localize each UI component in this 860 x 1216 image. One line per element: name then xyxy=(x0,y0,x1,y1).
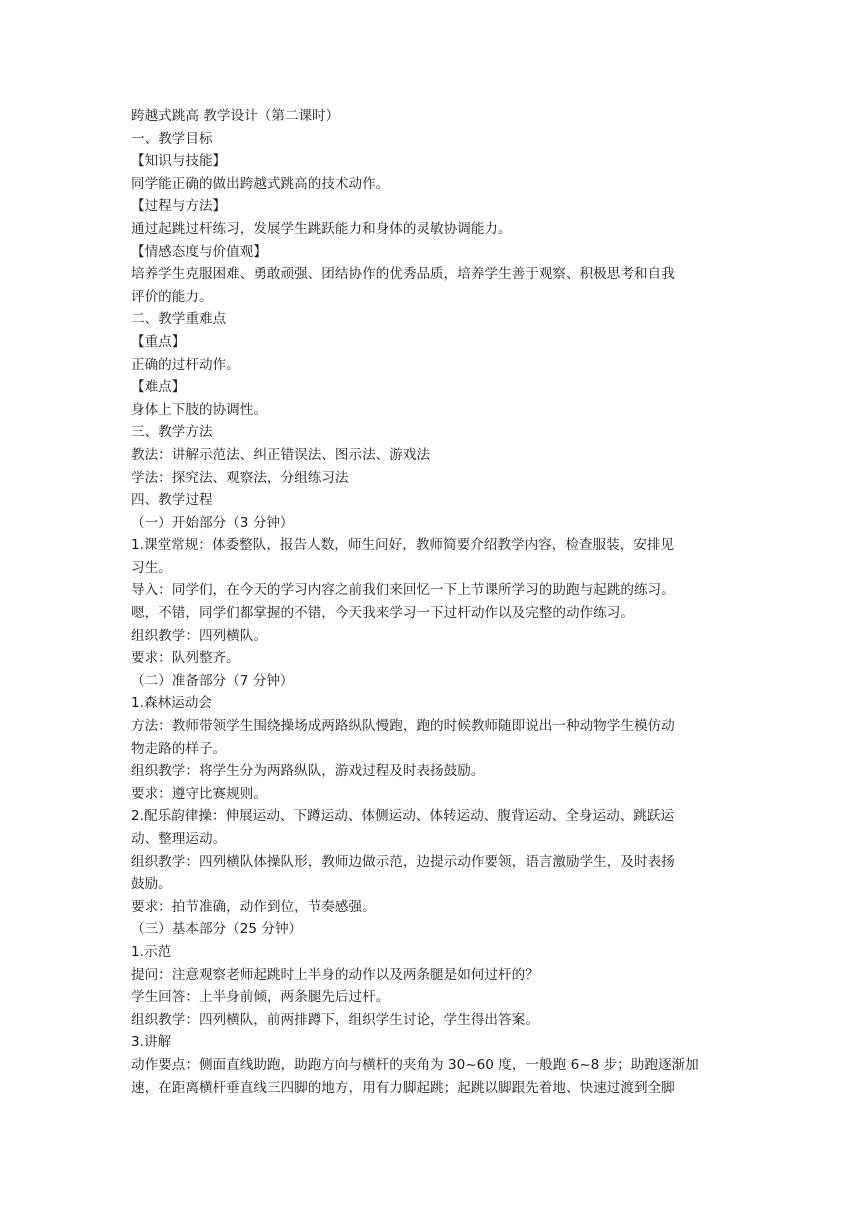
document-body xyxy=(131,105,735,1099)
text-line: （二）准备部分（7 分钟） xyxy=(131,672,294,689)
text-line: 通过起跳过杆练习，发展学生跳跃能力和身体的灵敏协调能力。 xyxy=(131,220,512,237)
text-line: 动作要点：侧面直线助跑，助跑方向与横杆的夹角为 30~60 度，一般跑 6~8 步；助跑逐渐加 xyxy=(131,1056,699,1073)
text-line: 1.课堂常规：体委整队，报告人数，师生问好，教师简要介绍教学内容，检查服装，安排见 xyxy=(131,537,675,554)
text-line: （三）基本部分（25 分钟） xyxy=(131,921,303,938)
text-line: 一、教学目标 xyxy=(131,130,213,147)
text-line: 嗯，不错，同学们都掌握的不错，今天我来学习一下过杆动作以及完整的动作练习。 xyxy=(131,605,634,622)
text-line: 同学能正确的做出跨越式跳高的技术动作。 xyxy=(131,175,390,192)
text-line: 鼓励。 xyxy=(131,876,172,893)
text-line: 组织教学：四列横队体操队形，教师边做示范，边提示动作要领，语言激励学生，及时表扬 xyxy=(131,853,675,870)
text-line: 组织教学：将学生分为两路纵队，游戏过程及时表扬鼓励。 xyxy=(131,763,485,780)
document-title: 跨越式跳高 教学设计（第二课时） xyxy=(131,108,340,124)
text-line: 教法：讲解示范法、纠正错误法、图示法、游戏法 xyxy=(131,446,431,463)
text-line: 组织教学：四列横队。 xyxy=(131,627,267,644)
text-line: 速，在距离横杆垂直线三四脚的地方，用有力脚起跳；起跳以脚跟先着地、快速过渡到全脚 xyxy=(131,1079,675,1096)
text-line: 四、教学过程 xyxy=(131,492,213,509)
text-line: 【情感态度与价值观】 xyxy=(131,243,267,260)
text-line: 要求：队列整齐。 xyxy=(131,650,240,667)
text-line: 组织教学：四列横队，前两排蹲下，组织学生讨论，学生得出答案。 xyxy=(131,1011,539,1028)
text-line: 导入：同学们，在今天的学习内容之前我们来回忆一下上节课所学习的助跑与起跳的练习。 xyxy=(131,582,675,599)
text-line: 评价的能力。 xyxy=(131,288,213,305)
text-line: 【知识与技能】 xyxy=(131,153,227,170)
text-line: 要求：拍节准确，动作到位，节奏感强。 xyxy=(131,898,376,915)
text-line: 要求：遵守比赛规则。 xyxy=(131,785,267,802)
text-line: 学生回答：上半身前倾，两条腿先后过杆。 xyxy=(131,989,390,1006)
text-line: 方法：教师带领学生围绕操场成两路纵队慢跑，跑的时候教师随即说出一种动物学生模仿动 xyxy=(131,718,675,735)
text-line: 【难点】 xyxy=(131,379,186,396)
text-line: 动、整理运动。 xyxy=(131,831,227,847)
text-line: 提问：注意观察老师起跳时上半身的动作以及两条腿是如何过杆的？ xyxy=(131,966,539,983)
text-line: （一）开始部分（3 分钟） xyxy=(131,514,294,531)
text-line: 培养学生克服困难、勇敢顽强、团结协作的优秀品质，培养学生善于观察、积极思考和自我 xyxy=(131,266,675,283)
text-line: 习生。 xyxy=(131,559,172,576)
text-line: 物走路的样子。 xyxy=(131,740,227,757)
text-line: 【过程与方法】 xyxy=(131,198,227,215)
text-line: 3.讲解 xyxy=(131,1034,172,1051)
text-line: 1.示范 xyxy=(131,943,172,960)
text-line: 二、教学重难点 xyxy=(131,311,227,328)
text-line: 身体上下肢的协调性。 xyxy=(131,401,267,418)
text-line: 2.配乐韵律操：伸展运动、下蹲运动、体侧运动、体转运动、腹背运动、全身运动、跳跃运 xyxy=(131,808,675,825)
text-line: 三、教学方法 xyxy=(131,424,213,441)
text-line: 正确的过杆动作。 xyxy=(131,356,240,373)
text-line: 学法：探究法、观察法，分组练习法 xyxy=(131,469,349,486)
text-line: 【重点】 xyxy=(131,333,186,350)
text-line: 1.森林运动会 xyxy=(131,695,212,712)
